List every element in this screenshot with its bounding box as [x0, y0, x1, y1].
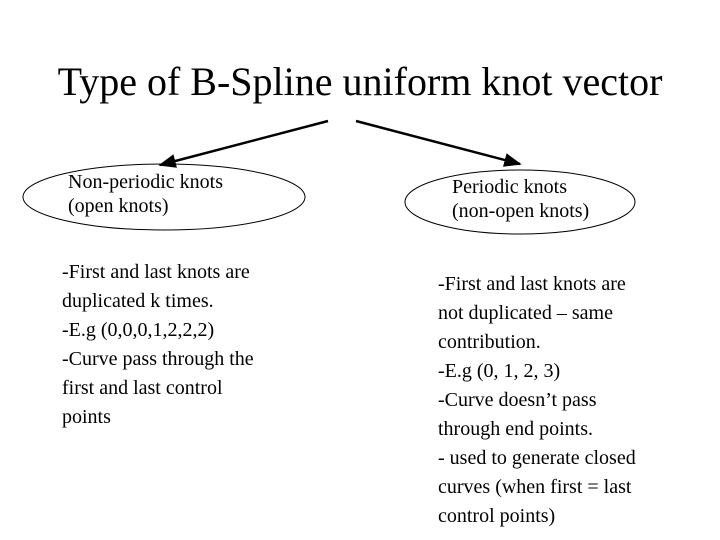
desc-line: -Curve doesn’t pass	[438, 389, 597, 411]
desc-line: -First and last knots are	[62, 261, 250, 283]
arrow-to-non-periodic	[160, 121, 328, 165]
slide-title: Type of B-Spline uniform knot vector	[57, 59, 663, 104]
non-periodic-description	[62, 258, 254, 432]
desc-line: first and last control	[62, 377, 223, 399]
desc-line: control points)	[438, 505, 556, 527]
label-line: (open knots)	[68, 195, 169, 217]
desc-line: through end points.	[438, 418, 593, 440]
label-line: Periodic knots	[452, 176, 567, 198]
desc-line: -E.g (0, 1, 2, 3)	[438, 360, 561, 382]
desc-line: - used to generate closed	[438, 447, 636, 469]
desc-line: -E.g (0,0,0,1,2,2,2)	[62, 319, 215, 341]
desc-line: not duplicated – same	[438, 302, 613, 324]
label-line: Non-periodic knots	[68, 171, 223, 193]
desc-line: -Curve pass through the	[62, 348, 254, 370]
desc-line: -First and last knots are	[438, 273, 626, 295]
desc-line: contribution.	[438, 331, 541, 353]
label-line: (non-open knots)	[452, 200, 590, 222]
periodic-label	[452, 175, 589, 223]
desc-line: points	[62, 406, 111, 428]
desc-line: duplicated k times.	[62, 290, 214, 312]
desc-line: curves (when first = last	[438, 476, 632, 498]
non-periodic-label	[68, 170, 223, 218]
periodic-description	[438, 270, 636, 531]
arrow-to-periodic	[356, 121, 520, 164]
